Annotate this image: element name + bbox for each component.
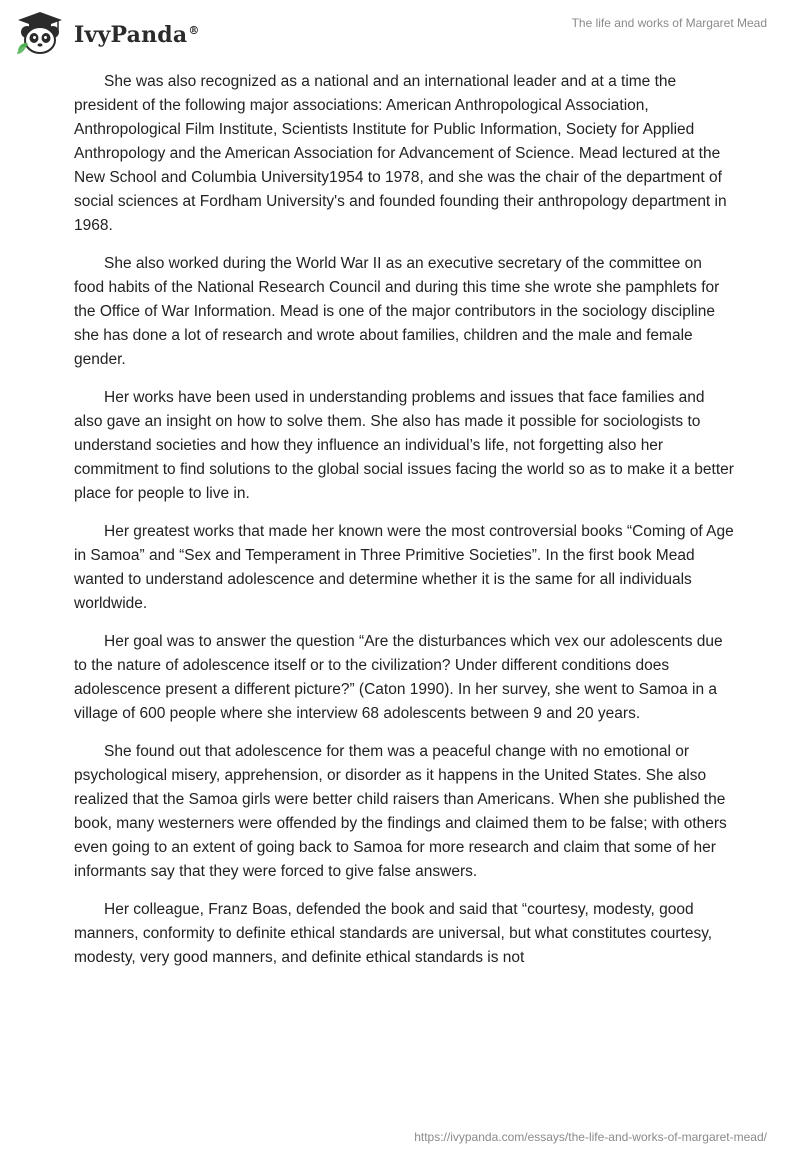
paragraph: Her greatest works that made her known were the most controversial books “Coming of Age in Samoa” and “Sex and Temperament in Three Primitive Societies”. In the first book Mead wanted to understand adolescence and determine whether it is the same for all individuals worldwide. (74, 523, 734, 612)
paragraph: She was also recognized as a national and an international leader and at a time the president of the following major associations: American Anthropological Association, Anthropological Film Institute, Scientists Institute for Public Information, Society for Applied Anthropology and the American Association for Advancement of Science. Mead lectured at the New School and Columbia University1954 to 1978, and she was the chair of the department of social sciences at Fordham University's and founded founding their anthropology department in 1968. (74, 73, 727, 234)
panda-graduate-icon (14, 10, 66, 56)
logo-registered-mark: ® (188, 23, 200, 37)
ivypanda-logo[interactable] (14, 10, 200, 56)
paragraph: Her goal was to answer the question “Are the disturbances which vex our adolescents due to the nature of adolescence itself or to the civilization? Under different conditions does adolescence present a different picture?” (Caton 1990). In her survey, she went to Samoa in a village of 600 people where she interview 68 adolescents between 9 and 20 years. (74, 633, 723, 722)
paragraph: She found out that adolescence for them was a peaceful change with no emotional or psychological misery, apprehension, or disorder as it happens in the United States. She also realized that the Samoa girls were better child raisers than Americans. When she published the book, many westerners were offended by the findings and claimed them to be false; with others even going to an extent of going back to Samoa for more research and claim that some of her informants say that they were forced to give false answers. (74, 743, 727, 880)
logo-wordmark (74, 22, 200, 48)
logo-text: IvyPanda (74, 22, 188, 48)
paragraph: She also worked during the World War II as an executive secretary of the committee on food habits of the National Research Council and during this time she wrote she pamphlets for the Office of War Information. Mead is one of the major contributors in the sociology discipline she has done a lot of research and wrote about families, children and the male and female gender. (74, 255, 720, 368)
paragraph: Her works have been used in understanding problems and issues that face families and also gave an insight on how to solve them. She also has made it possible for sociologists to understand societies and how they influence an individual’s life, not forgetting also her commitment to find solutions to the global social issues facing the world so as to make it a better place for people to live in. (74, 389, 734, 502)
page-header (0, 0, 800, 70)
paragraph: Her colleague, Franz Boas, defended the book and said that “courtesy, modesty, good manners, conformity to definite ethical standards are universal, but what constitutes courtesy, modesty, very good manners, and definite ethical standards is not (74, 901, 713, 966)
essay-body (74, 70, 734, 984)
document-title: The life and works of Margaret Mead (571, 16, 767, 30)
source-url-link[interactable]: https://ivypanda.com/essays/the-life-and-works-of-margaret-mead/ (414, 1130, 767, 1144)
